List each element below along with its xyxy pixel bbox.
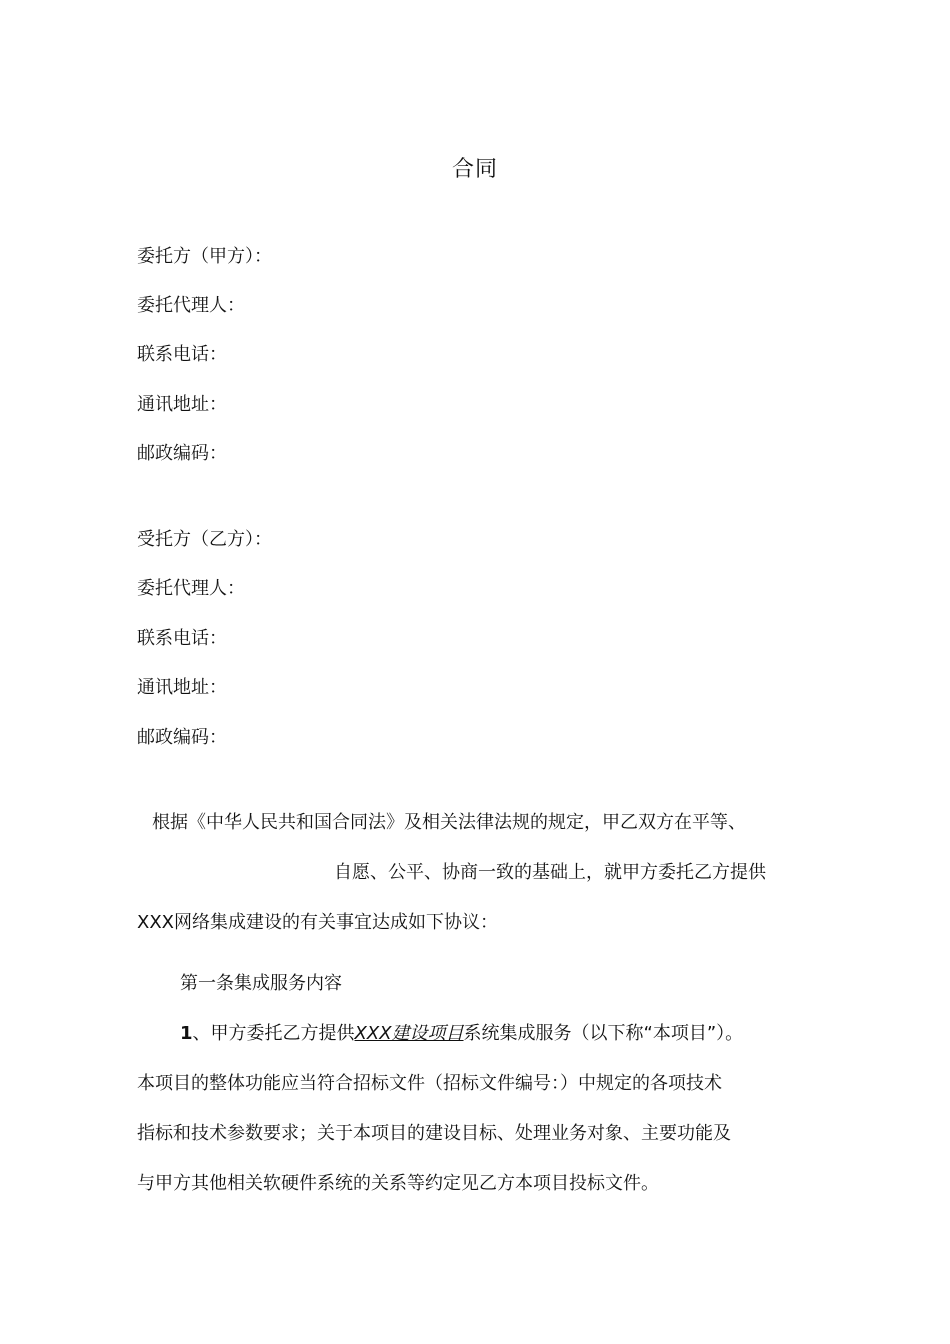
item-prefix: 、甲方委托乙方提供: [192, 1023, 355, 1044]
party-b-postcode-label: 邮政编码：: [137, 727, 227, 748]
preamble-line-1: 根据《中华人民共和国合同法》及相关法律法规的规定，甲乙双方在平等、: [152, 812, 746, 833]
party-b-address-label: 通讯地址：: [137, 677, 227, 698]
project-name: XXX建设项目: [354, 1023, 464, 1044]
preamble-line-2: 自愿、公平、协商一致的基础上，就甲方委托乙方提供: [334, 862, 766, 883]
party-b-agent-label: 委托代理人：: [137, 578, 245, 599]
party-a-address-label: 通讯地址：: [137, 394, 227, 415]
document-title: 合同: [451, 157, 498, 182]
article-1-heading: 第一条集成服务内容: [180, 973, 342, 994]
party-a-header: 委托方（甲方）：: [137, 246, 272, 267]
article-1-para-line-2: 本项目的整体功能应当符合招标文件（招标文件编号：）中规定的各项技术: [137, 1073, 722, 1094]
party-b-header: 受托方（乙方）：: [137, 529, 272, 550]
item-suffix: 系统集成服务（以下称“本项目”）。: [463, 1023, 744, 1044]
preamble-line-3: XXX网络集成建设的有关事宜达成如下协议：: [137, 912, 498, 933]
article-1-para-line-4: 与甲方其他相关软硬件系统的关系等约定见乙方本项目投标文件。: [137, 1173, 659, 1194]
party-a-postcode-label: 邮政编码：: [137, 443, 227, 464]
party-a-agent-label: 委托代理人：: [137, 295, 245, 316]
article-1-item-1: [180, 1021, 743, 1047]
party-a-phone-label: 联系电话：: [137, 344, 227, 365]
party-b-phone-label: 联系电话：: [137, 628, 227, 649]
item-number: 1: [180, 1023, 193, 1044]
article-1-para-line-3: 指标和技术参数要求；关于本项目的建设目标、处理业务对象、主要功能及: [137, 1123, 731, 1144]
